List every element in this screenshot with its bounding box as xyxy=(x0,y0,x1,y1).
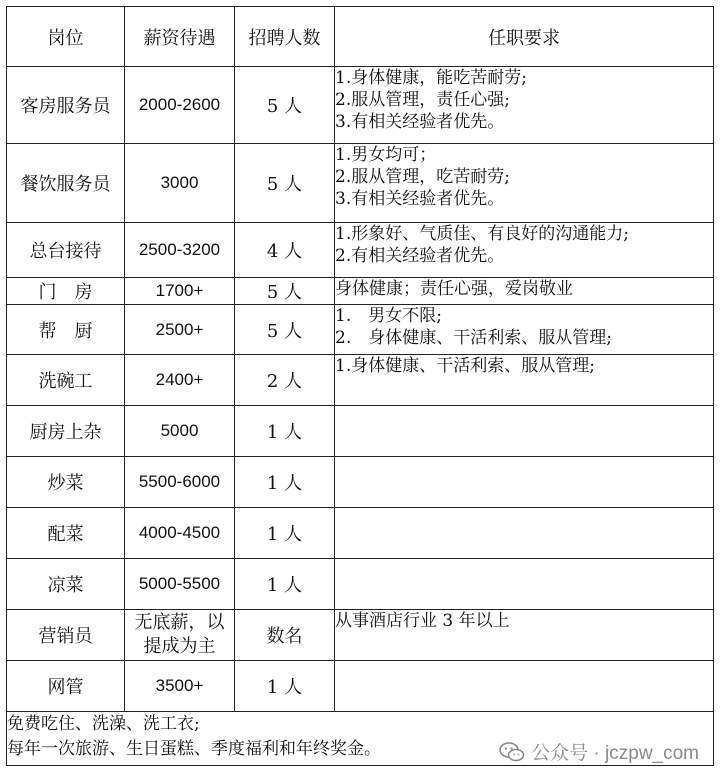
wechat-icon xyxy=(499,742,525,762)
salary-cell: 3500+ xyxy=(125,661,235,712)
position-cell: 网管 xyxy=(7,661,125,712)
position-cell: 营销员 xyxy=(7,610,125,661)
salary-cell: 5500-6000 xyxy=(125,457,235,508)
count-cell: 1 人 xyxy=(235,508,335,559)
position-cell: 总台接待 xyxy=(7,223,125,278)
table-row xyxy=(7,223,714,278)
position-cell: 洗碗工 xyxy=(7,355,125,406)
requirements-cell xyxy=(335,406,714,457)
position-cell: 帮 厨 xyxy=(7,305,125,355)
header-row xyxy=(7,7,714,67)
count-cell: 1 人 xyxy=(235,559,335,610)
header-requirements: 任职要求 xyxy=(335,7,714,67)
position-cell: 厨房上杂 xyxy=(7,406,125,457)
salary-cell: 3000 xyxy=(125,144,235,223)
requirement-line: 2.有相关经验者优先。 xyxy=(335,246,505,266)
table-row xyxy=(7,278,714,305)
requirement-line: 2.服从管理，吃苦耐劳; xyxy=(335,167,510,187)
salary-cell: 5000 xyxy=(125,406,235,457)
table-row xyxy=(7,508,714,559)
table-row xyxy=(7,610,714,661)
header-count: 招聘人数 xyxy=(235,7,335,67)
salary-cell: 2000-2600 xyxy=(125,67,235,144)
requirement-line: 1.身体健康、干活利索、服从管理; xyxy=(335,356,595,376)
requirements-cell xyxy=(335,278,714,305)
position-cell: 餐饮服务员 xyxy=(7,144,125,223)
requirements-cell xyxy=(335,223,714,278)
count-cell: 5 人 xyxy=(235,67,335,144)
recruitment-table xyxy=(6,6,714,766)
table-row xyxy=(7,559,714,610)
requirement-line: 1. 男女不限; xyxy=(335,306,442,326)
count-cell: 2 人 xyxy=(235,355,335,406)
requirements-cell xyxy=(335,355,714,406)
header-salary: 薪资待遇 xyxy=(125,7,235,67)
requirement-line: 1.男女均可； xyxy=(335,145,437,165)
requirements-cell xyxy=(335,661,714,712)
requirement-line: 2.服从管理，责任心强; xyxy=(335,90,510,110)
count-cell: 4 人 xyxy=(235,223,335,278)
table-row xyxy=(7,355,714,406)
table-row xyxy=(7,144,714,223)
count-cell: 1 人 xyxy=(235,406,335,457)
salary-line: 提成为主 xyxy=(143,636,216,657)
count-cell: 5 人 xyxy=(235,144,335,223)
requirements-cell xyxy=(335,305,714,355)
salary-cell: 4000-4500 xyxy=(125,508,235,559)
benefits-line: 每年一次旅游、生日蛋糕、季度福利和年终奖金。 xyxy=(7,739,381,759)
requirements-cell xyxy=(335,508,714,559)
watermark xyxy=(499,738,699,765)
count-cell: 1 人 xyxy=(235,457,335,508)
requirement-line: 从事酒店行业 3 年以上 xyxy=(335,611,510,631)
benefits-line: 免费吃住、洗澡、洗工衣; xyxy=(7,714,200,734)
requirement-line: 身体健康；责任心强，爱岗敬业 xyxy=(335,279,573,299)
requirement-line: 1.形象好、气质佳、有良好的沟通能力; xyxy=(335,224,629,244)
salary-cell: 2400+ xyxy=(125,355,235,406)
salary-cell: 2500+ xyxy=(125,305,235,355)
count-cell: 1 人 xyxy=(235,661,335,712)
position-cell: 门 房 xyxy=(7,278,125,305)
table-row xyxy=(7,661,714,712)
position-cell: 凉菜 xyxy=(7,559,125,610)
requirement-line: 3.有相关经验者优先。 xyxy=(335,189,505,209)
requirements-cell xyxy=(335,559,714,610)
requirements-cell xyxy=(335,610,714,661)
salary-cell: 5000-5500 xyxy=(125,559,235,610)
watermark-text: 公众号 · jczpw_com xyxy=(531,743,699,764)
salary-cell xyxy=(125,610,235,661)
position-cell: 炒菜 xyxy=(7,457,125,508)
requirement-line: 3.有相关经验者优先。 xyxy=(335,112,505,132)
requirements-cell xyxy=(335,144,714,223)
table-row xyxy=(7,457,714,508)
count-cell: 5 人 xyxy=(235,278,335,305)
position-cell: 客房服务员 xyxy=(7,67,125,144)
count-cell: 数名 xyxy=(235,610,335,661)
salary-line: 无底薪，以 xyxy=(134,612,225,633)
salary-cell: 2500-3200 xyxy=(125,223,235,278)
position-cell: 配菜 xyxy=(7,508,125,559)
count-cell: 5 人 xyxy=(235,305,335,355)
salary-cell: 1700+ xyxy=(125,278,235,305)
requirements-cell xyxy=(335,457,714,508)
requirement-line: 2. 身体健康、干活利索、服从管理; xyxy=(335,328,612,348)
requirements-cell xyxy=(335,67,714,144)
table-row xyxy=(7,67,714,144)
table-row xyxy=(7,305,714,355)
header-position: 岗位 xyxy=(7,7,125,67)
table-row xyxy=(7,406,714,457)
requirement-line: 1.身体健康，能吃苦耐劳; xyxy=(335,68,527,88)
